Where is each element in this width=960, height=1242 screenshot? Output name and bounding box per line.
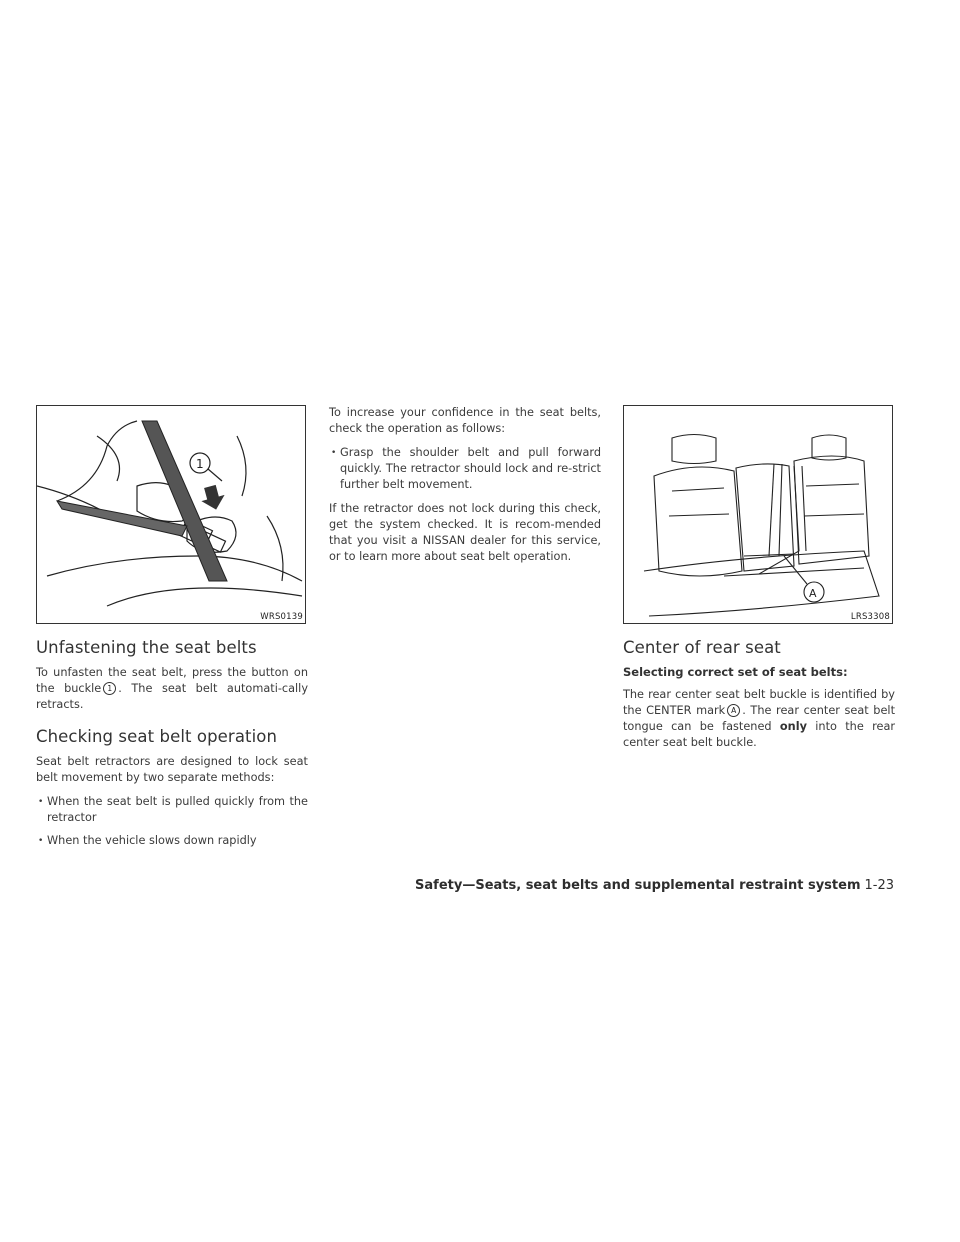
figure1-code: WRS0139 (260, 612, 303, 622)
figure-rear-seat-illustration (623, 405, 893, 624)
figure2-callout-label: A (809, 587, 817, 600)
center-text-middle: . The rear center seat belt tongue can be fastened (623, 704, 895, 733)
confidence-bullet-list (329, 445, 601, 493)
center-paragraph (623, 687, 895, 751)
left-column (36, 405, 308, 857)
callout-marker-1: 1 (103, 682, 116, 695)
heading-unfastening: Unfastening the seat belts (36, 638, 257, 657)
unfastening-text-after: . The seat belt automati-cally retracts. (36, 682, 308, 711)
checking-bullet: • When the vehicle slows down rapidly (36, 833, 308, 849)
rear-seat-illustration (624, 406, 892, 623)
page-number: 1-23 (864, 878, 894, 893)
subheading-selecting: Selecting correct set of seat belts: (623, 665, 848, 679)
confidence-intro: To increase your confidence in the seat belts, check the operation as follows: (329, 406, 601, 435)
checking-bullet-list (36, 794, 308, 849)
footer-section-title: Safety—Seats, seat belts and supplemental restraint system (415, 878, 861, 893)
confidence-bullet: • Grasp the shoulder belt and pull forward quickly. The retractor should lock and re-strict further belt movement. (329, 445, 601, 493)
unfastening-paragraph (36, 665, 308, 713)
figure1-callout-label: 1 (196, 457, 204, 471)
callout-marker-a: A (727, 704, 740, 717)
figure2-code: LRS3308 (850, 612, 890, 622)
center-text-before: The rear center seat belt buckle is identified by the CENTER mark (623, 688, 895, 717)
figure-unfastening-illustration (36, 405, 306, 624)
confidence-closing: If the retractor does not lock during this check, get the system checked. It is recom-mended that you visit a NISSAN dealer for this service, or to learn more about seat belt operation. (329, 502, 601, 563)
unfastening-text-before: To unfasten the seat belt, press the button on the buckle (36, 666, 308, 695)
checking-bullet: • When the seat belt is pulled quickly from the retractor (36, 794, 308, 826)
right-column (623, 405, 895, 759)
center-bold-only: only (779, 720, 807, 733)
heading-checking: Checking seat belt operation (36, 727, 278, 746)
center-text-after: into the rear center seat belt buckle. (623, 720, 896, 749)
seat-belt-buckle-illustration (37, 406, 305, 623)
page-footer (415, 878, 894, 893)
checking-intro: Seat belt retractors are designed to lock seat belt movement by two separate methods: (36, 755, 308, 784)
heading-center-rear: Center of rear seat (623, 638, 781, 657)
middle-column (329, 405, 601, 573)
